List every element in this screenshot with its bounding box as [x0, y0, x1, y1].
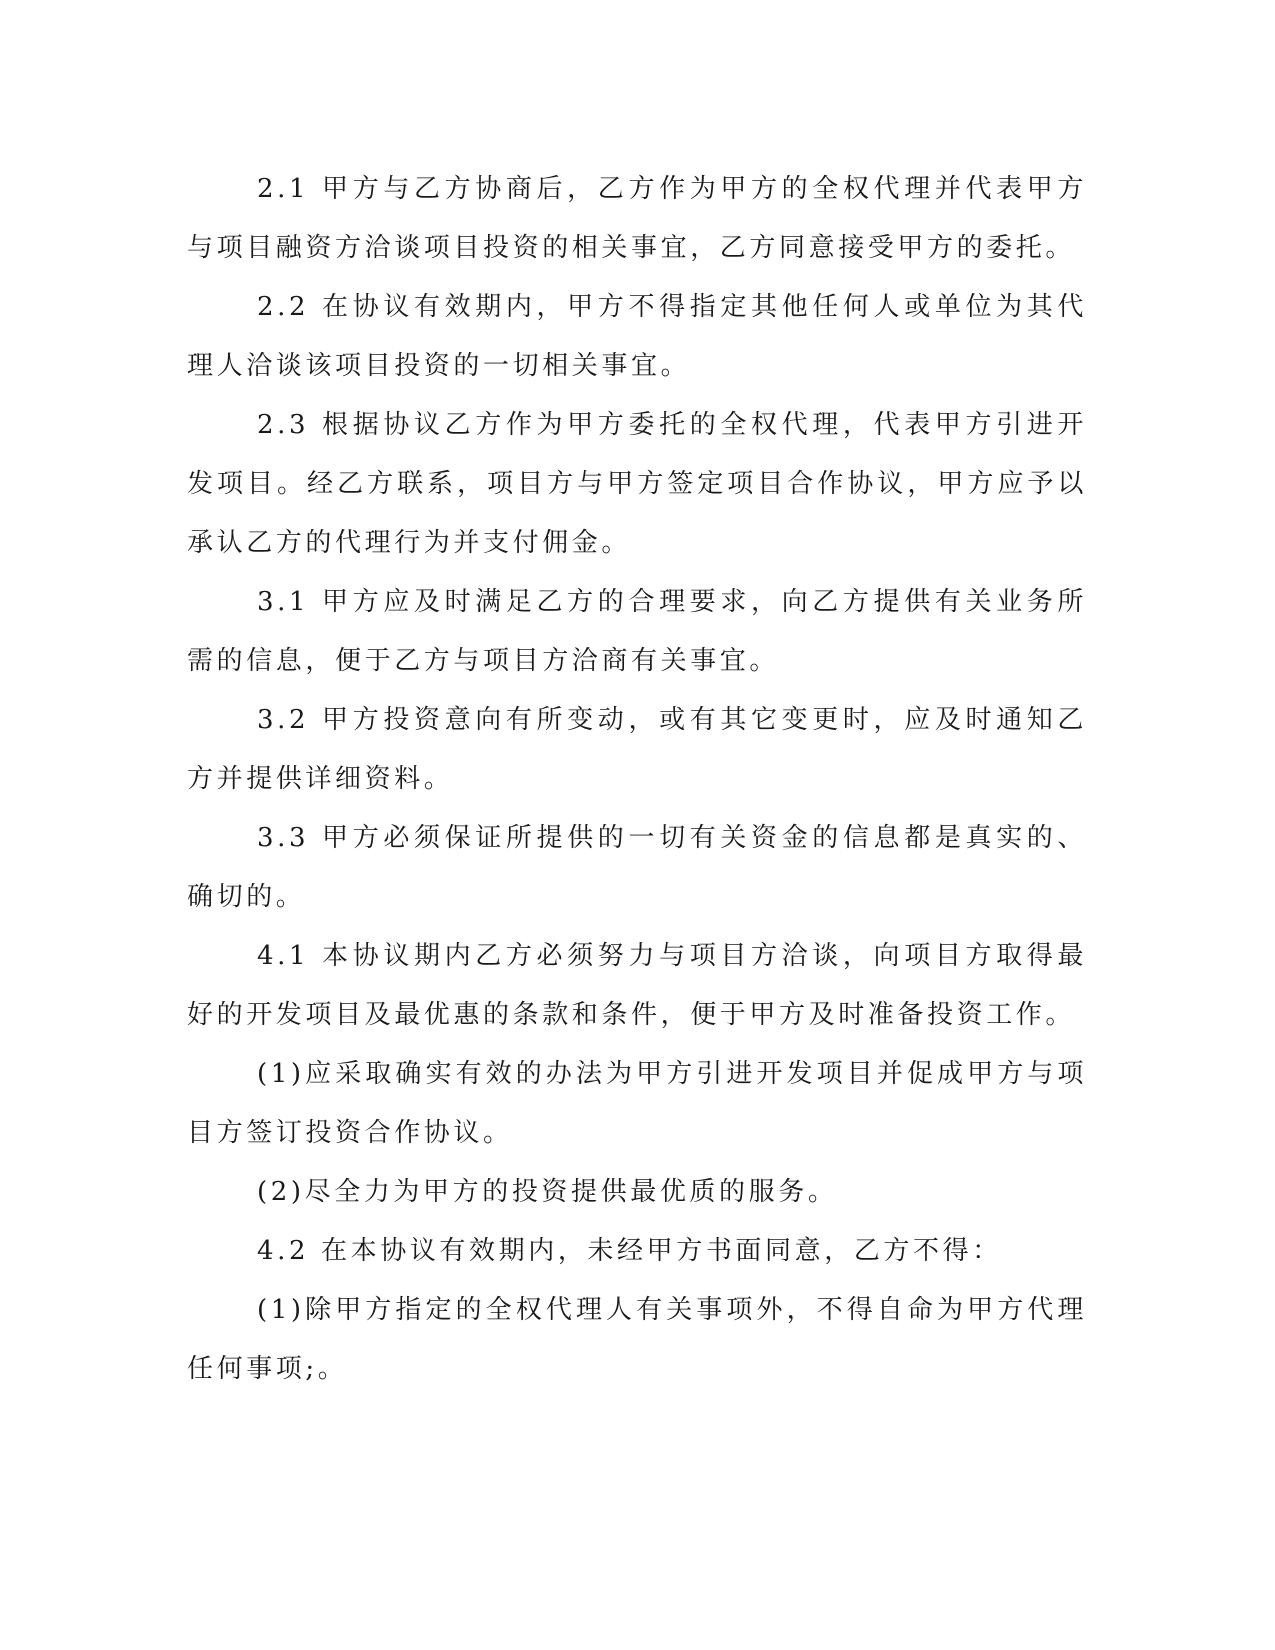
- document-body: [187, 160, 1087, 1399]
- clause-3-1: 3.1 甲方应及时满足乙方的合理要求，向乙方提供有关业务所需的信息，便于乙方与项目方洽商有关事宜。: [187, 587, 1087, 676]
- clause-3-3: 3.3 甲方必须保证所提供的一切有关资金的信息都是真实的、确切的。: [187, 823, 1087, 912]
- clause-4-1-item-1: (1)应采取确实有效的办法为甲方引进开发项目并促成甲方与项目方签订投资合作协议。: [187, 1059, 1087, 1148]
- clause-4-2: 4.2 在本协议有效期内，未经甲方书面同意，乙方不得：: [257, 1236, 1002, 1266]
- clause-3-2: 3.2 甲方投资意向有所变动，或有其它变更时，应及时通知乙方并提供详细资料。: [187, 705, 1087, 794]
- clause-4-1: 4.1 本协议期内乙方必须努力与项目方洽谈，向项目方取得最好的开发项目及最优惠的条款和条件，便于甲方及时准备投资工作。: [187, 941, 1087, 1030]
- clause-2-2: 2.2 在协议有效期内，甲方不得指定其他任何人或单位为其代理人洽谈该项目投资的一切相关事宜。: [187, 292, 1087, 381]
- clause-2-1: 2.1 甲方与乙方协商后，乙方作为甲方的全权代理并代表甲方与项目融资方洽谈项目投资的相关事宜，乙方同意接受甲方的委托。: [187, 174, 1087, 263]
- clause-4-1-item-2: (2)尽全力为甲方的投资提供最优质的服务。: [257, 1177, 838, 1207]
- clause-2-3: 2.3 根据协议乙方作为甲方委托的全权代理，代表甲方引进开发项目。经乙方联系，项目方与甲方签定项目合作协议，甲方应予以承认乙方的代理行为并支付佣金。: [187, 410, 1087, 558]
- clause-4-2-item-1: (1)除甲方指定的全权代理人有关事项外，不得自命为甲方代理任何事项;。: [187, 1295, 1087, 1384]
